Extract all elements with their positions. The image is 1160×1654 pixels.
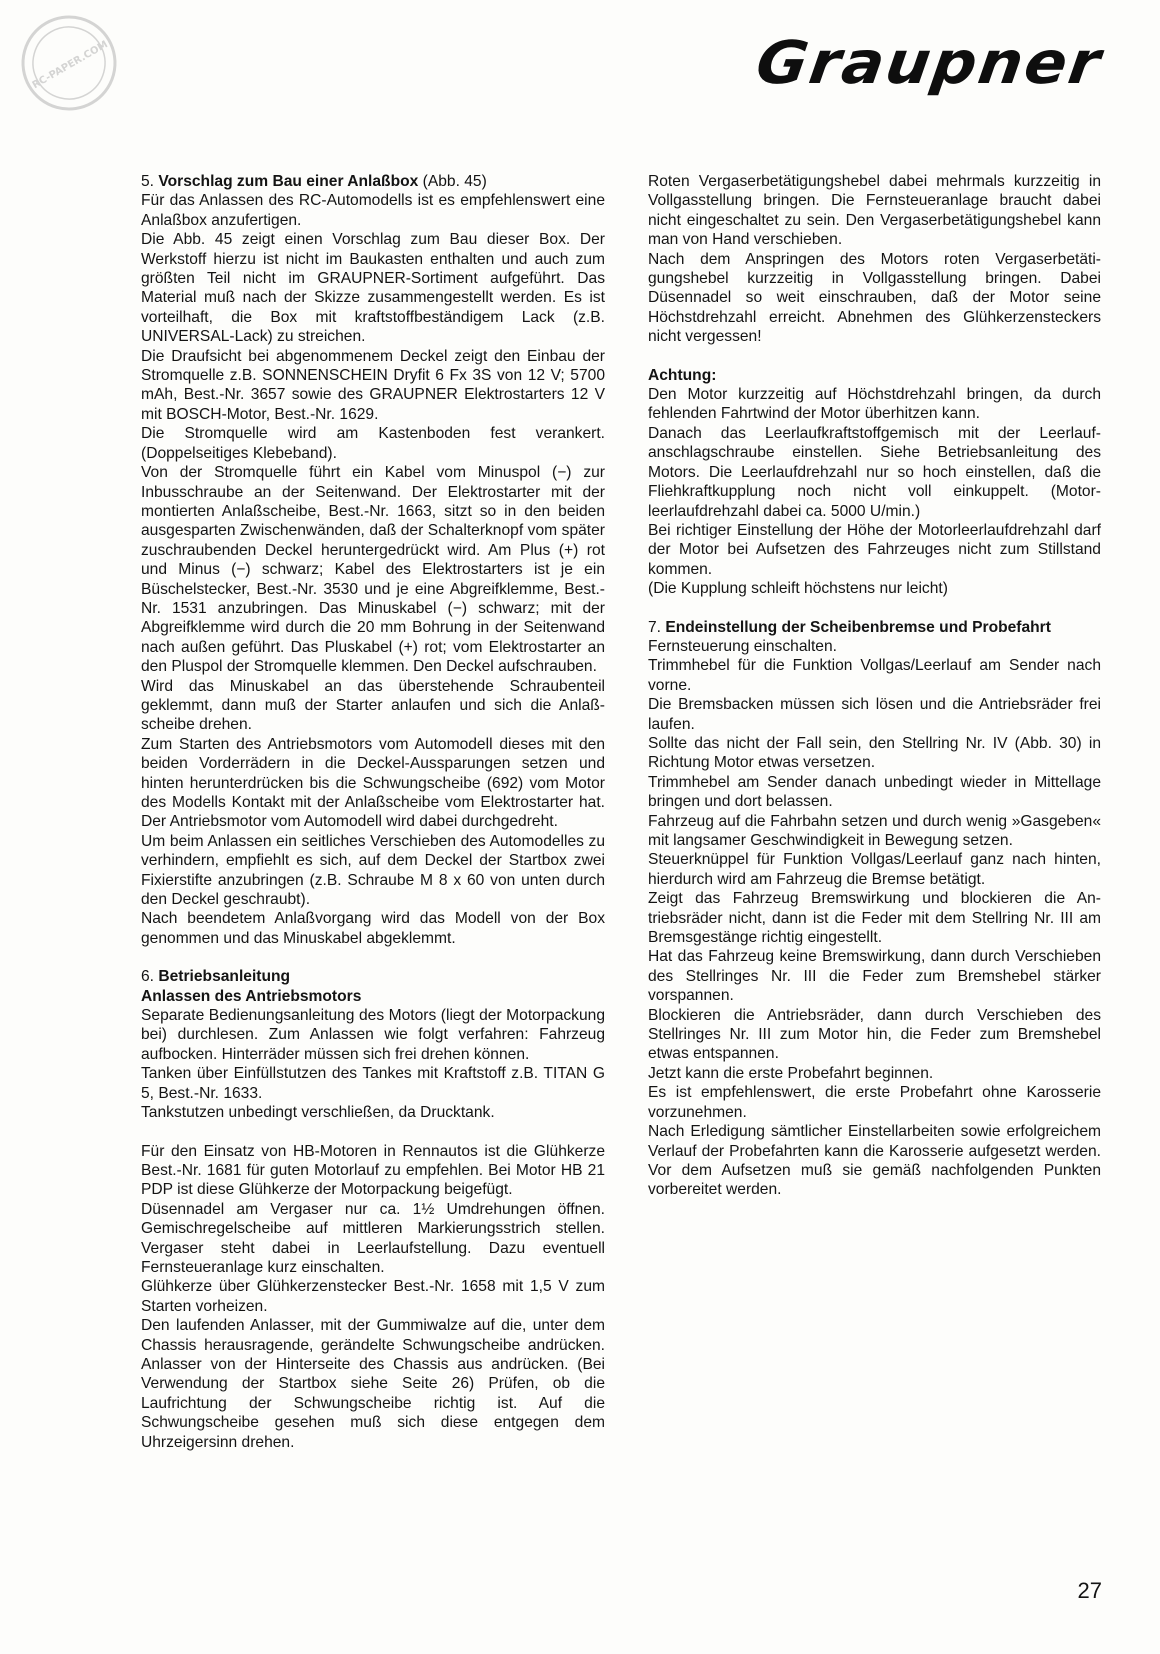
paragraph: Roten Vergaserbetätigungshebel dabei mehrmals kurzzeitig in Vollgasstellung bringen. Die Fernsteueranlage braucht dabei nicht eingeschaltet zu sein. Den Vergaserbetätigungshebel kann man von Hand verschieben. [648, 173, 1101, 249]
paragraph: Nach dem Anspringen des Motors roten Vergaserbetätigungshebel kurzzeitig in Vollgasstellung bringen. Dabei Düsennadel so weit einschrauben, daß der Motor seine Höchstdrehzahl erreicht. Abnehmen des Glühkerzensteckers nicht vergessen! [648, 250, 1101, 346]
graupner-logo: Graupner [752, 27, 1107, 98]
section-heading [141, 172, 605, 191]
section-title: Vorschlag zum Bau einer Anlaßbox [158, 173, 419, 190]
section-title: Anlassen des Antriebsmotors [141, 987, 362, 1005]
paragraph: Trimmhebel für die Funktion Vollgas/Leerlauf am Sender nach vorne. [648, 657, 1101, 694]
section-heading [648, 618, 1101, 637]
paragraph: Steuerknüppel für Funktion Vollgas/Leerlauf ganz nach hinten, hierdurch wird am Fahrzeug die Bremse betätigt. [648, 851, 1101, 888]
paragraph-gap [141, 948, 605, 967]
section-title: Achtung: [648, 366, 717, 384]
left-column [141, 172, 605, 1452]
paragraph: Es ist empfehlenswert, die erste Probefahrt ohne Karosserie vorzunehmen. [648, 1084, 1101, 1121]
paragraph: Fahrzeug auf die Fahrbahn setzen und durch wenig »Gasgeben« mit langsamer Geschwindigkeit in Bewegung setzen. [648, 812, 1101, 849]
watermark-stamp-icon [0, 0, 144, 138]
section-heading [141, 967, 605, 986]
paragraph: Um beim Anlassen ein seitliches Verschieben des Automodelles zu verhindern, empfiehlt es sich, auf dem Deckel der Startbox zwei Fixierstifte anzubringen (z.B. Schraube M 8 x 60 von unten durch den Deckel geschraubt). [141, 832, 605, 909]
paragraph: Wird das Minuskabel an das überstehende Schraubenteil geklemmt, dann muß der Starter anlaufen und sich die Anlaßscheibe drehen. [141, 677, 605, 734]
paragraph: Tankstutzen unbedingt verschließen, da Drucktank. [141, 1104, 495, 1122]
paragraph: Bei richtiger Einstellung der Höhe der Motorleerlaufdrehzahl darf der Motor bei Aufsetzen des Fahrzeuges nicht zum Stillstand kommen. [648, 521, 1101, 578]
paragraph: Fernsteuerung einschalten. [648, 637, 837, 655]
paragraph-gap [648, 599, 1101, 618]
section-title-suffix: (Abb. 45) [418, 173, 487, 190]
watermark-text: RC-PAPER.COM [30, 39, 110, 92]
paragraph: Die Stromquelle wird am Kastenboden fest verankert. (Doppelseitiges Klebeband). [141, 425, 605, 462]
section-number: 7. [648, 618, 662, 636]
section-title: Betriebsanleitung [158, 968, 291, 986]
paragraph: Für den Einsatz von HB-Motoren in Rennautos ist die Glühkerze Best.-Nr. 1681 für guten Motorlauf zu empfehlen. Bei Motor HB 21 PDP ist diese Glühkerze der Motorpackung beigefügt. [141, 1142, 605, 1199]
paragraph: Jetzt kann die erste Probefahrt beginnen. [648, 1064, 934, 1082]
paragraph: Blockieren die Antriebsräder, dann durch Verschieben des Stellringes Nr. III zum Motor hin, die Feder zum Bremshebel etwas entspannen. [648, 1006, 1101, 1063]
paragraph: Zeigt das Fahrzeug Bremswirkung und blockieren die Antriebsräder nicht, dann ist die Feder mit dem Stellring Nr. III am Bremsgestänge richtig eingestellt. [648, 890, 1101, 947]
paragraph: Nach beendetem Anlaßvorgang wird das Modell von der Box genommen und das Minuskabel abgeklemmt. [141, 910, 605, 947]
paragraph: Tanken über Einfüllstutzen des Tankes mit Kraftstoff z.B. TITAN G 5, Best.-Nr. 1633. [141, 1065, 605, 1102]
paragraph: Glühkerze über Glühkerzenstecker Best.-Nr. 1658 mit 1,5 V zum Starten vorheizen. [141, 1278, 605, 1315]
paragraph-gap [648, 347, 1101, 366]
paragraph: Zum Starten des Antriebsmotors vom Automodell dieses mit den beiden Vorderrädern in die Deckel-Aussparungen setzen und hinten herunterdrücken bis die Schwungscheibe (692) vom Motor des Modells Kontakt mit der Anlaßscheibe vom Elektrostarter hat. Der Antriebsmotor vom Automodell wird dabei durchgedreht. [141, 735, 605, 831]
paragraph: Die Bremsbacken müssen sich lösen und die Antriebsräder frei laufen. [648, 696, 1101, 733]
paragraph: Für das Anlassen des RC-Automodells ist es empfehlenswert eine Anlaßbox anzufertigen. [141, 192, 605, 229]
section-number: 6. [141, 968, 155, 986]
section-title: Endeinstellung der Scheibenbremse und Probefahrt [665, 618, 1051, 636]
paragraph: Hat das Fahrzeug keine Bremswirkung, dann durch Verschieben des Stellringes Nr. III die Feder zum Bremshebel stärker vorspannen. [648, 948, 1101, 1005]
paragraph: Trimmhebel am Sender danach unbedingt wieder in Mittellage bringen und dort belassen. [648, 773, 1101, 811]
page-number: 27 [1077, 1578, 1102, 1603]
paragraph: Danach das Leerlaufkraftstoffgemisch mit der Leerlaufanschlagschraube einstellen. Siehe Betriebsanleitung des Motors. Die Leerlaufdrehzahl nur so hoch einstellen, daß die Fliehkraftkupplung noch nicht voll einkuppelt. (Motorleerlaufdrehzahl dabei ca. 5000 U/min.) [648, 424, 1101, 520]
paragraph: Die Abb. 45 zeigt einen Vorschlag zum Bau dieser Box. Der Werkstoff hierzu ist nicht im Baukasten enthalten und auch zum größten Teil nicht im GRAUPNER-Sortiment aufgeführt. Das Material muß nach der Skizze zusammengestellt werden. Es ist vorteilhaft, die Box mit kraftstoffbeständigem Lack (z.B. UNIVERSAL-Lack) zu streichen. [141, 231, 605, 346]
section-heading [648, 366, 1101, 385]
paragraph-gap [141, 1123, 605, 1142]
section-heading [141, 987, 605, 1006]
paragraph: Separate Bedienungsanleitung des Motors (liegt der Motorpackung bei) durchlesen. Zum Anlassen wie folgt verfahren: Fahrzeug aufbocken. Hinterräder müssen sich frei drehen können. [141, 1007, 605, 1063]
paragraph: Düsennadel am Vergaser nur ca. 1½ Umdrehungen öffnen. Gemischregelscheibe auf mittleren Markierungsstrich stellen. Vergaser steht dabei in Leerlaufstellung. Dazu eventuell Fernsteueranlage kurz einschalten. [141, 1200, 605, 1276]
paragraph: Nach Erledigung sämtlicher Einstellarbeiten sowie erfolgreichem Verlauf der Probefahrten kann die Karosserie aufgesetzt werden. Vor dem Aufsetzen muß sie gemäß nachfolgenden Punkten vorbereitet werden. [648, 1123, 1101, 1199]
right-column [648, 172, 1101, 1200]
section-number: 5. [141, 173, 155, 190]
paragraph: Die Draufsicht bei abgenommenem Deckel zeigt den Einbau der Stromquelle z.B. SONNENSCHEIN Dryfit 6 Fx 3S von 12 V; 5700 mAh, Best.-Nr. 3657 sowie des GRAUPNER Elektrostarters 12 V mit BOSCH-Motor, Best.-Nr. 1629. [141, 347, 605, 423]
paragraph: Den laufenden Anlasser, mit der Gummiwalze auf die, unter dem Chassis herausragende, gerändelte Schwungscheibe andrücken. Anlasser von der Hinterseite des Chassis aus andrücken. (Bei Verwendung der Startbox siehe Seite 26) Prüfen, ob die Laufrichtung der Schwungscheibe richtig ist. Auf die Schwungscheibe gesehen muß sich diese entgegen dem Uhrzeigersinn drehen. [141, 1317, 605, 1451]
paragraph: Sollte das nicht der Fall sein, den Stellring Nr. IV (Abb. 30) in Richtung Motor etwas versetzen. [648, 734, 1101, 772]
paragraph: Den Motor kurzzeitig auf Höchstdrehzahl bringen, da durch fehlenden Fahrtwind der Motor überhitzen kann. [648, 386, 1101, 423]
paragraph: (Die Kupplung schleift höchstens nur leicht) [648, 580, 948, 598]
paragraph: Von der Stromquelle führt ein Kabel vom Minuspol (−) zur Inbusschraube an der Seitenwand. Der Elektrostarter mit der montierten Anlaßscheibe, Best.-Nr. 1663, sitzt so in den beiden ausgesparten Zwischenwänden, daß der Schalterknopf vom später zuschraubenden Deckel heruntergedrückt wird. Am Plus (+) rot und Minus (−) schwarz; Kabel des Elektrostarters ist je ein Büschelstecker, Best.-Nr. 3530 und je eine Abgreifklemme, Best.-Nr. 1531 anzubringen. Das Minuskabel (−) schwarz; mit der Abgreifklemme wird durch die 20 mm Bohrung in der Seitenwand nach außen geführt. Das Pluskabel (+) rot; vom Elektrostarter an den Pluspol der Stromquelle klemmen. Den Deckel aufschrauben. [141, 464, 605, 676]
